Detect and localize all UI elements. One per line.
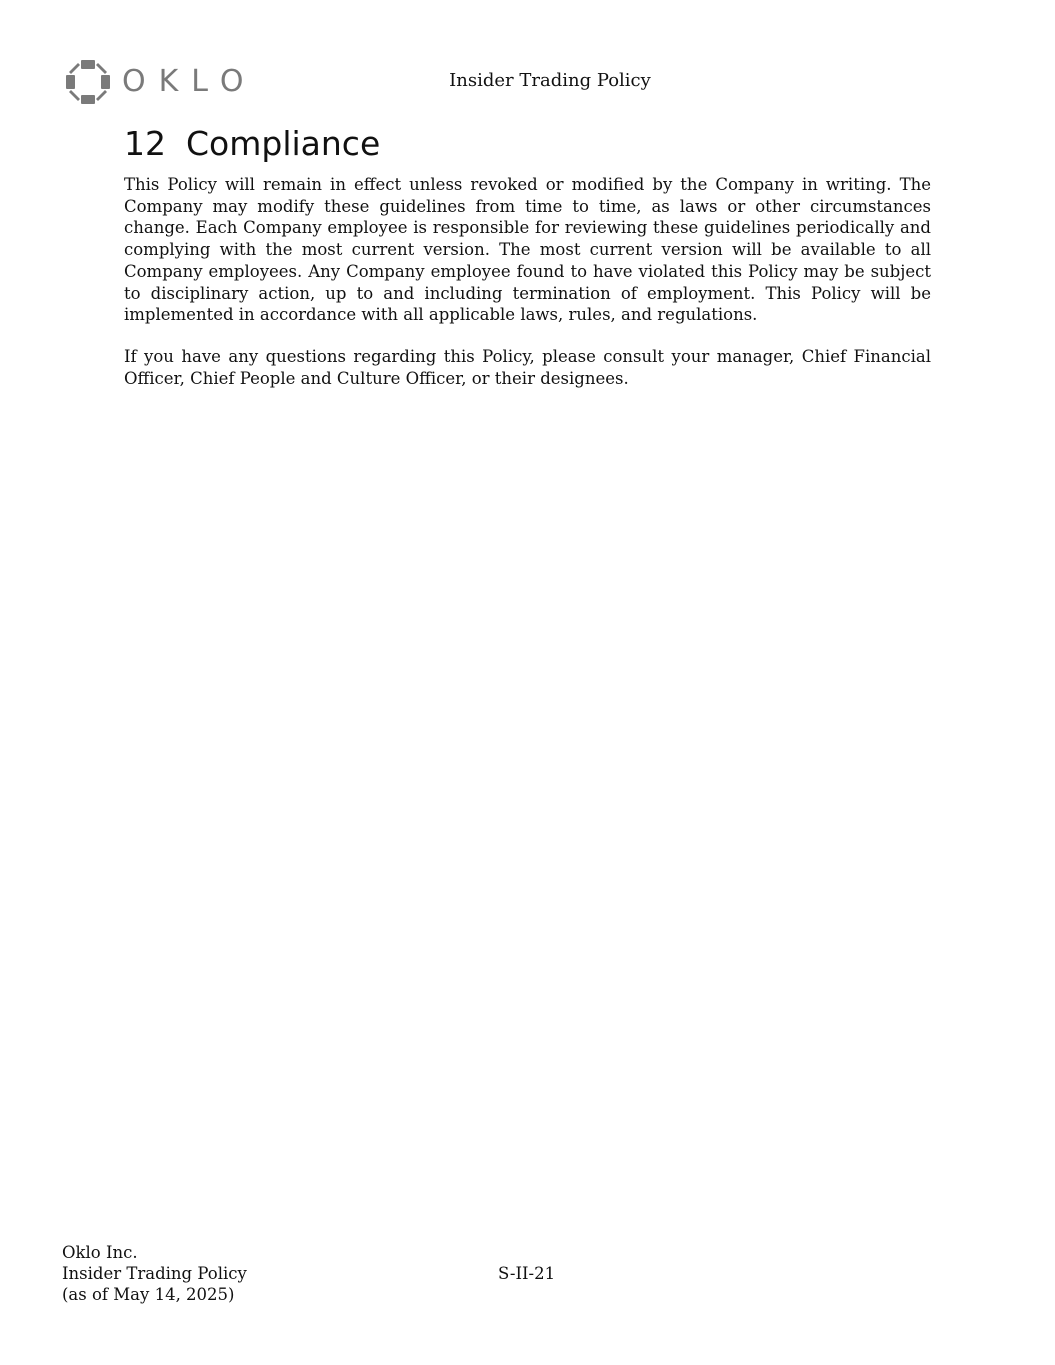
section-body [124, 174, 931, 409]
footer-company: Oklo Inc. [62, 1243, 138, 1262]
section-heading [124, 124, 380, 164]
footer-document: Insider Trading Policy [62, 1264, 247, 1283]
footer-info [62, 1242, 247, 1305]
paragraph: This Policy will remain in effect unless revoked or modified by the Company in writing. The Company may modify these guidelines from time to time, as laws or other circumstances change. Each Company employee is responsible for reviewing these guidelines periodically and complying with the most current version. The most current version will be available to all Company employees. Any Company employee found to have violated this Policy may be subject to disciplinary action, up to and including termination of employment. This Policy will be implemented in accordance with all applicable laws, rules, and regulations. [124, 175, 931, 325]
paragraph: If you have any questions regarding this Policy, please consult your manager, Chief Financial Officer, Chief People and Culture Officer, or their designees. [124, 346, 931, 388]
running-header-title: Insider Trading Policy [449, 70, 651, 91]
footer-date: (as of May 14, 2025) [62, 1285, 235, 1304]
section-title: Compliance [186, 124, 381, 163]
logo-wordmark: OKLO [122, 64, 257, 99]
section-number: 12 [124, 124, 166, 163]
page-number: S-II-21 [498, 1264, 556, 1283]
